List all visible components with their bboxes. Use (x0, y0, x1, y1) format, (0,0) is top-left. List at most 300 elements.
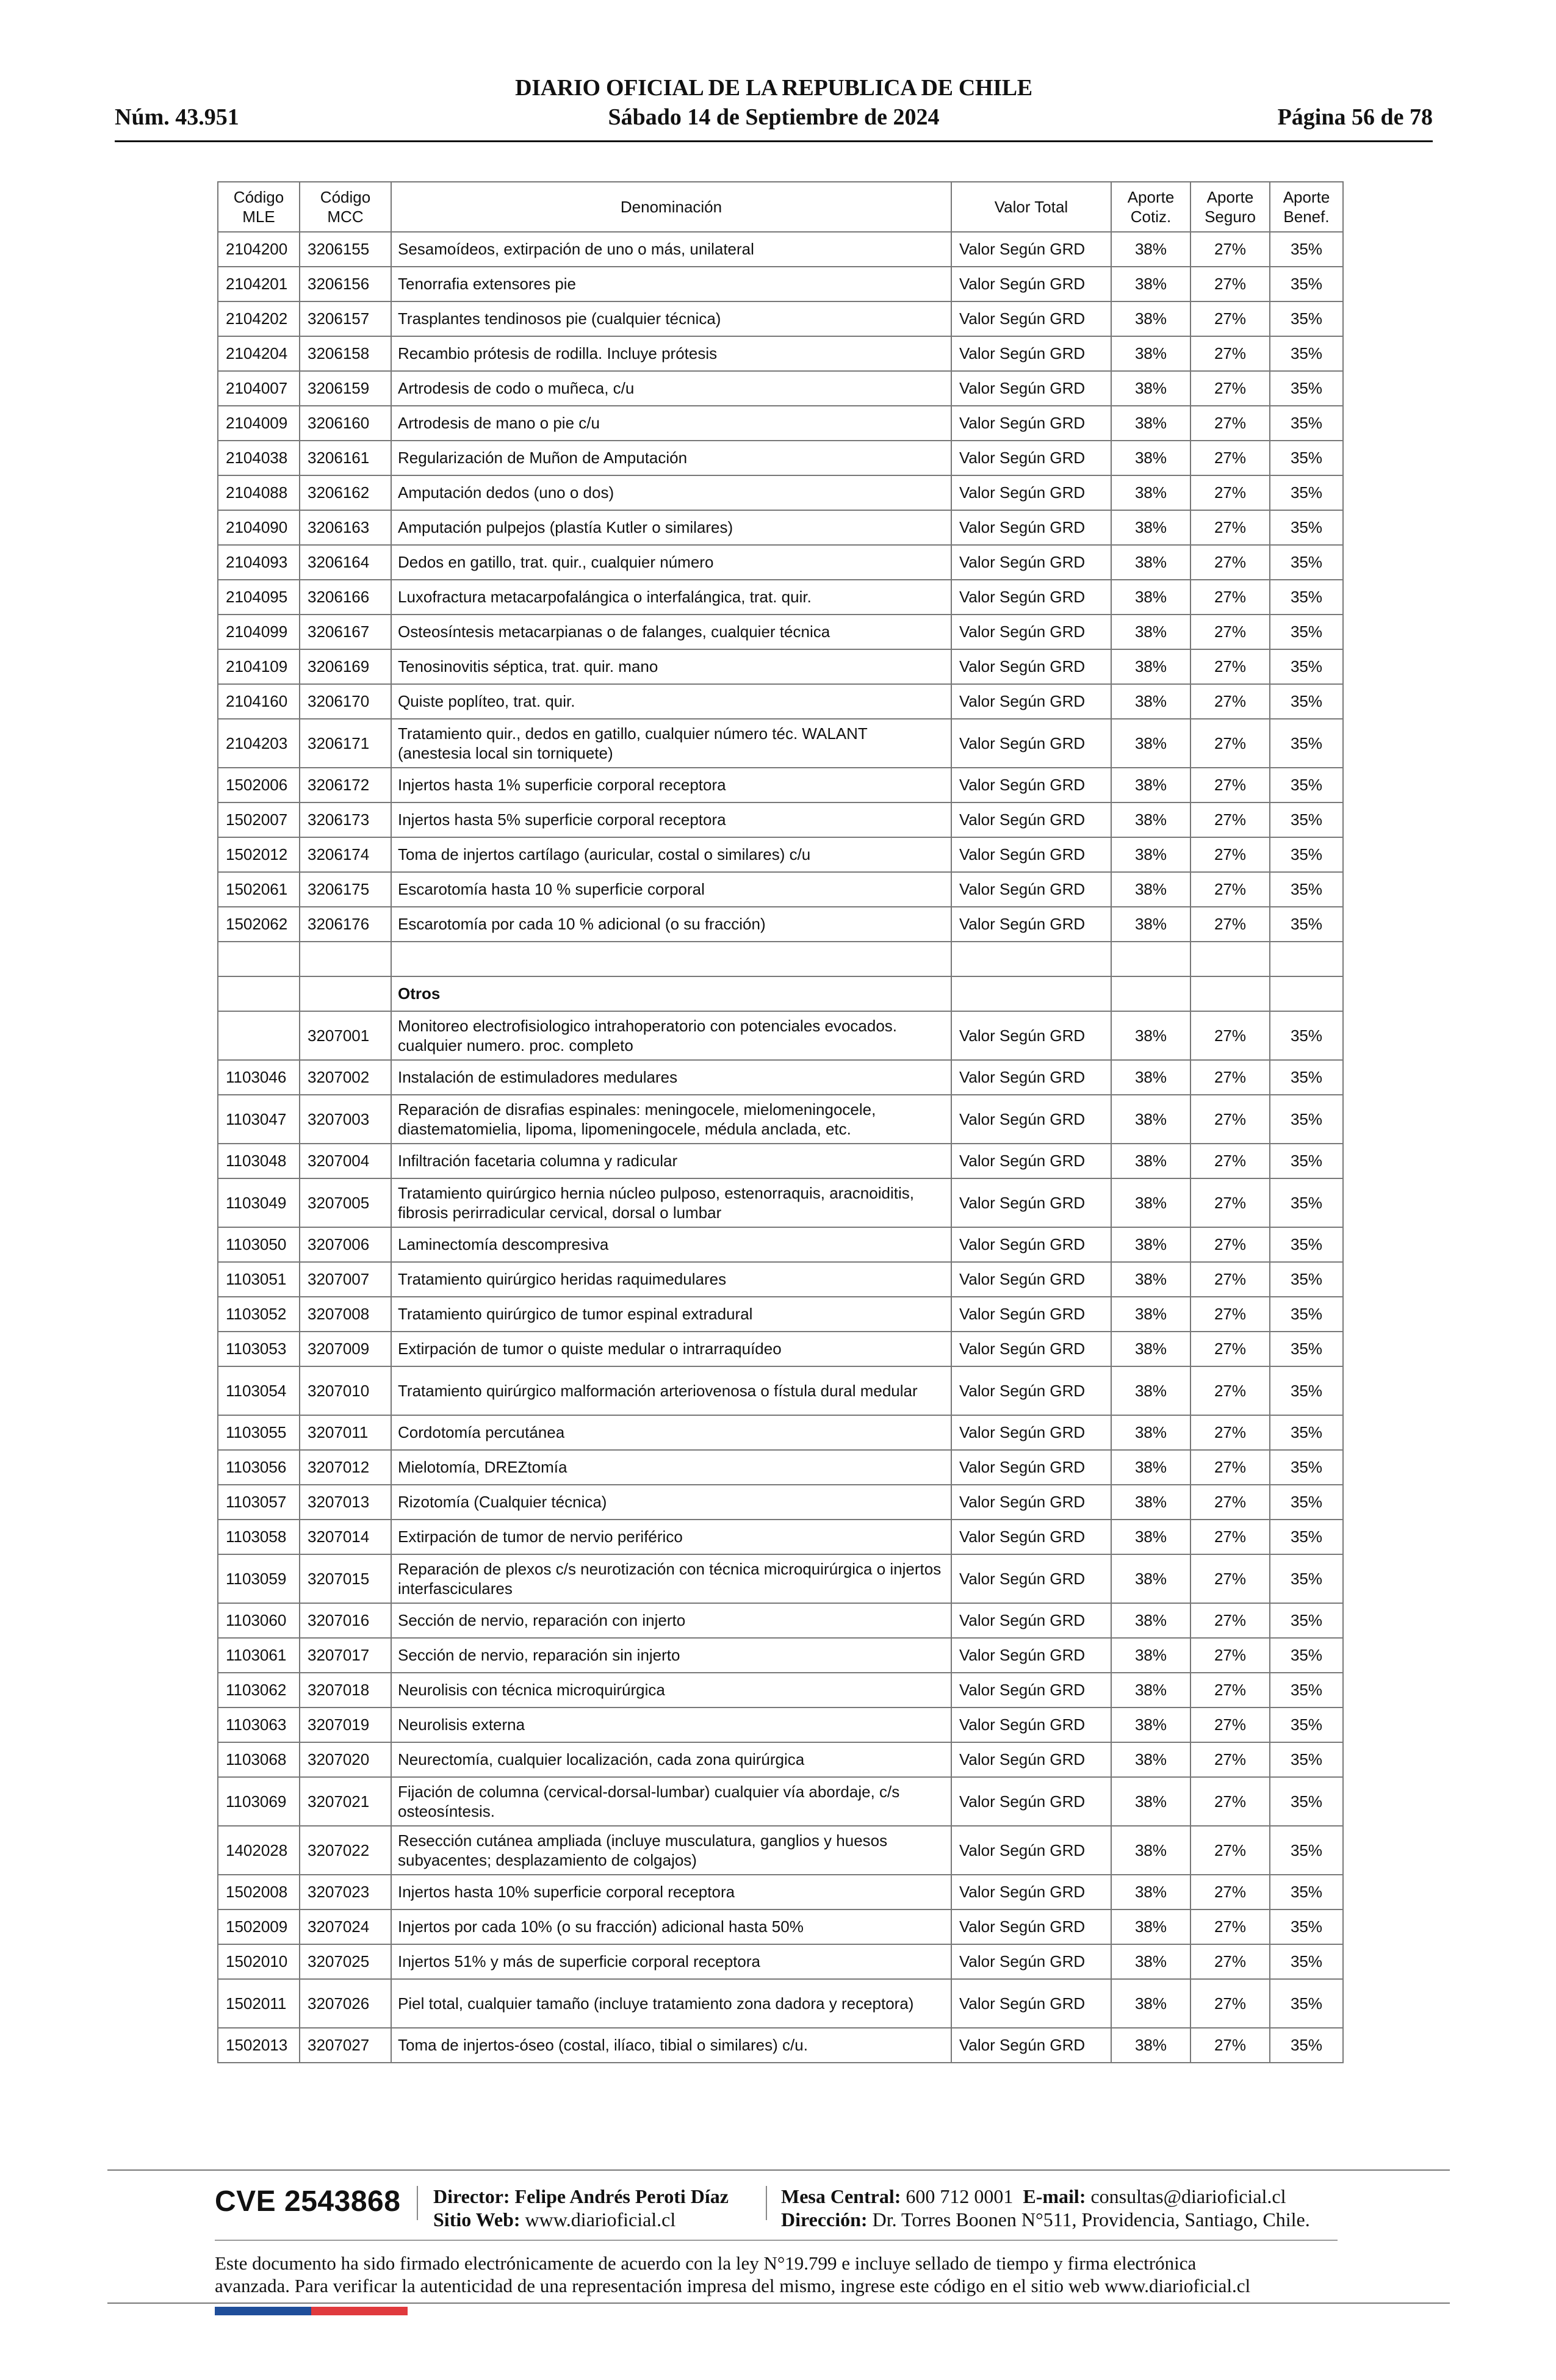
cell-denominacion: Escarotomía hasta 10 % superficie corporal (391, 872, 951, 907)
cell-denominacion: Injertos hasta 1% superficie corporal receptora (391, 768, 951, 802)
cell-aporte-benef: 35% (1270, 1638, 1343, 1673)
newspaper-title: DIARIO OFICIAL DE LA REPUBLICA DE CHILE (515, 75, 1032, 101)
cell-codigo-mle: 1103068 (218, 1742, 300, 1777)
cell-aporte-cotiz: 38% (1111, 1485, 1190, 1520)
cell-aporte-cotiz: 38% (1111, 649, 1190, 684)
cell-denominacion: Reparación de plexos c/s neurotización con técnica microquirúrgica o injertos interfasciculares (391, 1554, 951, 1603)
table-row (218, 1332, 1343, 1366)
table-row (218, 1826, 1343, 1875)
table-row (218, 1262, 1343, 1297)
table-row (218, 2028, 1343, 2063)
cell-aporte-benef: 35% (1270, 1520, 1343, 1554)
cell-denominacion: Sesamoídeos, extirpación de uno o más, unilateral (391, 232, 951, 267)
cell-codigo-mle: 1502010 (218, 1944, 300, 1979)
cell-denominacion: Neurectomía, cualquier localización, cada zona quirúrgica (391, 1742, 951, 1777)
cell-codigo-mle: 2104202 (218, 301, 300, 336)
cell-codigo-mle: 2104090 (218, 510, 300, 545)
cell-aporte-benef: 35% (1270, 1554, 1343, 1603)
cell-aporte-benef: 35% (1270, 371, 1343, 406)
cell-valor-total: Valor Según GRD (951, 907, 1111, 942)
cell-codigo-mcc: 3206166 (300, 580, 391, 615)
cell-codigo-mcc: 3207004 (300, 1144, 391, 1178)
cell-codigo-mle: 2104007 (218, 371, 300, 406)
cell-aporte-seguro: 27% (1190, 615, 1270, 649)
cell-denominacion: Injertos por cada 10% (o su fracción) adicional hasta 50% (391, 1909, 951, 1944)
cell-aporte-benef: 35% (1270, 1178, 1343, 1227)
cell-valor-total: Valor Según GRD (951, 649, 1111, 684)
cell-valor-total: Valor Según GRD (951, 475, 1111, 510)
table-header-row (218, 182, 1343, 232)
cell-valor-total: Valor Según GRD (951, 1554, 1111, 1603)
cell-denominacion: Resección cutánea ampliada (incluye musculatura, ganglios y huesos subyacentes; desplazamiento de colgajos) (391, 1826, 951, 1875)
cell-aporte-benef: 35% (1270, 1826, 1343, 1875)
cell-denominacion: Fijación de columna (cervical-dorsal-lumbar) cualquier vía abordaje, c/s osteosíntesis. (391, 1777, 951, 1826)
cell-valor-total: Valor Según GRD (951, 441, 1111, 475)
cell-aporte-seguro: 27% (1190, 684, 1270, 719)
cell-aporte-benef: 35% (1270, 1603, 1343, 1638)
cell-codigo-mcc (300, 976, 391, 1011)
cell-aporte-seguro: 27% (1190, 1415, 1270, 1450)
cell-aporte-seguro: 27% (1190, 1909, 1270, 1944)
cell-aporte-benef: 35% (1270, 1060, 1343, 1095)
cell-aporte-seguro: 27% (1190, 1366, 1270, 1415)
col-header-benef: Aporte Benef. (1270, 182, 1343, 232)
cell-aporte-cotiz: 38% (1111, 1450, 1190, 1485)
cell-denominacion: Toma de injertos cartílago (auricular, costal o similares) c/u (391, 837, 951, 872)
cell-aporte-benef: 35% (1270, 649, 1343, 684)
col-header-name: Denominación (391, 182, 951, 232)
cell-valor-total: Valor Según GRD (951, 336, 1111, 371)
legal-line-2: avanzada. Para verificar la autenticidad de una representación impresa del mismo, ingrese este código en el sitio web www.diarioficial.cl (215, 2275, 1251, 2296)
cell-aporte-benef: 35% (1270, 301, 1343, 336)
cell-codigo-mcc: 3206156 (300, 267, 391, 301)
cell-valor-total: Valor Según GRD (951, 1060, 1111, 1095)
cell-aporte-cotiz: 38% (1111, 802, 1190, 837)
cell-codigo-mcc: 3206176 (300, 907, 391, 942)
cell-valor-total: Valor Según GRD (951, 267, 1111, 301)
cell-aporte-benef: 35% (1270, 1297, 1343, 1332)
cell-aporte-seguro: 27% (1190, 768, 1270, 802)
cell-aporte-benef: 35% (1270, 406, 1343, 441)
cell-aporte-seguro: 27% (1190, 837, 1270, 872)
cell-codigo-mcc: 3207020 (300, 1742, 391, 1777)
site-link[interactable]: www.diarioficial.cl (525, 2209, 676, 2230)
cell-aporte-cotiz: 38% (1111, 1673, 1190, 1707)
cell-valor-total: Valor Según GRD (951, 1875, 1111, 1909)
footer-director-block (433, 2185, 729, 2231)
table-row (218, 510, 1343, 545)
cell-valor-total: Valor Según GRD (951, 615, 1111, 649)
cell-codigo-mcc: 3207027 (300, 2028, 391, 2063)
cell-denominacion: Sección de nervio, reparación con injerto (391, 1603, 951, 1638)
table-row (218, 1297, 1343, 1332)
cell-codigo-mle: 1103051 (218, 1262, 300, 1297)
cell-aporte-seguro: 27% (1190, 1979, 1270, 2028)
cell-aporte-benef: 35% (1270, 1366, 1343, 1415)
table-row (218, 1909, 1343, 1944)
cell-valor-total: Valor Según GRD (951, 2028, 1111, 2063)
table-row (218, 649, 1343, 684)
cell-codigo-mcc: 3207015 (300, 1554, 391, 1603)
legal-line-1: Este documento ha sido firmado electrónicamente de acuerdo con la ley N°19.799 e incluye sellado de tiempo y firma electrónica (215, 2252, 1197, 2274)
cell-aporte-cotiz: 38% (1111, 1144, 1190, 1178)
cell-aporte-seguro: 27% (1190, 649, 1270, 684)
table-row (218, 1603, 1343, 1638)
cell-codigo-mcc: 3207024 (300, 1909, 391, 1944)
cell-codigo-mcc: 3206155 (300, 232, 391, 267)
cell-denominacion: Instalación de estimuladores medulares (391, 1060, 951, 1095)
cell-aporte-cotiz: 38% (1111, 768, 1190, 802)
cell-valor-total: Valor Según GRD (951, 580, 1111, 615)
cell-aporte-seguro: 27% (1190, 719, 1270, 768)
cell-denominacion: Tenosinovitis séptica, trat. quir. mano (391, 649, 951, 684)
cell-codigo-mcc: 3207022 (300, 1826, 391, 1875)
cell-aporte-benef: 35% (1270, 1742, 1343, 1777)
cell-codigo-mle: 1103046 (218, 1060, 300, 1095)
table-row (218, 1060, 1343, 1095)
cell-codigo-mle: 2104009 (218, 406, 300, 441)
cell-aporte-benef: 35% (1270, 232, 1343, 267)
cell-codigo-mcc: 3207013 (300, 1485, 391, 1520)
cell-aporte-benef: 35% (1270, 545, 1343, 580)
cell-aporte-seguro: 27% (1190, 1262, 1270, 1297)
footer-rule-bottom (107, 2302, 1450, 2304)
cell-codigo-mcc: 3206173 (300, 802, 391, 837)
cell-valor-total: Valor Según GRD (951, 768, 1111, 802)
cell-aporte-cotiz: 38% (1111, 510, 1190, 545)
table-row (218, 1944, 1343, 1979)
table-row (218, 301, 1343, 336)
cell-aporte-seguro: 27% (1190, 1944, 1270, 1979)
phone-label: Mesa Central: (781, 2185, 901, 2207)
table-category-row (218, 976, 1343, 1011)
cell-aporte-cotiz: 38% (1111, 1944, 1190, 1979)
cell-denominacion: Reparación de disrafias espinales: meningocele, mielomeningocele, diastematomielia, lipoma, lipomeningocele, médula anclada, etc. (391, 1095, 951, 1144)
table-row (218, 1095, 1343, 1144)
cell-codigo-mle: 1502009 (218, 1909, 300, 1944)
cell-aporte-seguro: 27% (1190, 267, 1270, 301)
cell-valor-total: Valor Según GRD (951, 1520, 1111, 1554)
cell-aporte-seguro: 27% (1190, 1095, 1270, 1144)
cell-denominacion: Piel total, cualquier tamaño (incluye tratamiento zona dadora y receptora) (391, 1979, 951, 2028)
cell-valor-total: Valor Según GRD (951, 1227, 1111, 1262)
cell-denominacion: Rizotomía (Cualquier técnica) (391, 1485, 951, 1520)
cell-aporte-seguro: 27% (1190, 1638, 1270, 1673)
cell-codigo-mcc: 3206163 (300, 510, 391, 545)
cell-denominacion: Tratamiento quirúrgico heridas raquimedulares (391, 1262, 951, 1297)
col-header-seguro: Aporte Seguro (1190, 182, 1270, 232)
cell-aporte-seguro: 27% (1190, 1673, 1270, 1707)
cell-valor-total: Valor Según GRD (951, 1979, 1111, 2028)
table-row (218, 580, 1343, 615)
table-row (218, 1144, 1343, 1178)
cell-valor-total: Valor Según GRD (951, 1909, 1111, 1944)
cell-valor-total: Valor Según GRD (951, 1178, 1111, 1227)
cell-codigo-mle: 1103063 (218, 1707, 300, 1742)
cell-denominacion: Tratamiento quirúrgico malformación arteriovenosa o fístula dural medular (391, 1366, 951, 1415)
cell-codigo-mcc: 3207016 (300, 1603, 391, 1638)
phone-value: 600 712 0001 (906, 2185, 1014, 2207)
cell-codigo-mle: 2104201 (218, 267, 300, 301)
cell-denominacion: Toma de injertos-óseo (costal, ilíaco, tibial o similares) c/u. (391, 2028, 951, 2063)
cell-aporte-seguro: 27% (1190, 1777, 1270, 1826)
footer-rule-top (107, 2169, 1450, 2171)
cell-aporte-benef (1270, 976, 1343, 1011)
cell-aporte-cotiz: 38% (1111, 1178, 1190, 1227)
table-row (218, 1415, 1343, 1450)
procedures-table (217, 181, 1344, 2063)
cell-codigo-mcc: 3206158 (300, 336, 391, 371)
cell-valor-total: Valor Según GRD (951, 301, 1111, 336)
cell-aporte-seguro: 27% (1190, 1742, 1270, 1777)
table-row (218, 406, 1343, 441)
cell-codigo-mcc: 3207009 (300, 1332, 391, 1366)
email-link[interactable]: consultas@diarioficial.cl (1090, 2185, 1286, 2207)
cell-aporte-cotiz: 38% (1111, 580, 1190, 615)
cell-denominacion: Neurolisis externa (391, 1707, 951, 1742)
page-header (115, 74, 1433, 142)
cell-codigo-mcc: 3206161 (300, 441, 391, 475)
table-row (218, 371, 1343, 406)
cell-denominacion: Osteosíntesis metacarpianas o de falanges, cualquier técnica (391, 615, 951, 649)
cell-aporte-benef: 35% (1270, 2028, 1343, 2063)
cell-aporte-seguro: 27% (1190, 1011, 1270, 1060)
cell-codigo-mcc: 3207026 (300, 1979, 391, 2028)
cell-codigo-mcc: 3207018 (300, 1673, 391, 1707)
cell-codigo-mcc: 3207005 (300, 1178, 391, 1227)
cell-codigo-mcc: 3206171 (300, 719, 391, 768)
cell-codigo-mcc: 3207010 (300, 1366, 391, 1415)
cell-aporte-cotiz: 38% (1111, 1227, 1190, 1262)
cell-aporte-benef: 35% (1270, 907, 1343, 942)
cell-aporte-seguro: 27% (1190, 545, 1270, 580)
table-row (218, 545, 1343, 580)
cell-valor-total: Valor Según GRD (951, 1144, 1111, 1178)
cell-valor-total (951, 942, 1111, 976)
cell-denominacion: Cordotomía percutánea (391, 1415, 951, 1450)
cell-valor-total: Valor Según GRD (951, 684, 1111, 719)
table-row (218, 1485, 1343, 1520)
cell-aporte-seguro: 27% (1190, 1144, 1270, 1178)
cell-denominacion: Extirpación de tumor de nervio periférico (391, 1520, 951, 1554)
address-label: Dirección: (781, 2209, 868, 2230)
cell-aporte-cotiz: 38% (1111, 545, 1190, 580)
cell-denominacion: Quiste poplíteo, trat. quir. (391, 684, 951, 719)
cell-aporte-cotiz: 38% (1111, 1095, 1190, 1144)
cell-denominacion: Tratamiento quirúrgico de tumor espinal extradural (391, 1297, 951, 1332)
cell-aporte-cotiz: 38% (1111, 267, 1190, 301)
cell-aporte-benef: 35% (1270, 1673, 1343, 1707)
cell-codigo-mle: 1502011 (218, 1979, 300, 2028)
cell-denominacion: Otros (391, 976, 951, 1011)
flag-stripe-blue (215, 2307, 311, 2315)
cell-denominacion: Tratamiento quirúrgico hernia núcleo pulposo, estenorraquis, aracnoiditis, fibrosis perirradicular cervical, dorsal o lumbar (391, 1178, 951, 1227)
cell-aporte-benef: 35% (1270, 475, 1343, 510)
cell-aporte-benef: 35% (1270, 768, 1343, 802)
cell-aporte-seguro: 27% (1190, 1826, 1270, 1875)
cell-aporte-cotiz: 38% (1111, 1415, 1190, 1450)
table-row (218, 1554, 1343, 1603)
cell-aporte-seguro: 27% (1190, 1485, 1270, 1520)
table-row (218, 872, 1343, 907)
cell-aporte-seguro: 27% (1190, 1178, 1270, 1227)
cell-aporte-cotiz: 38% (1111, 1332, 1190, 1366)
table-row (218, 615, 1343, 649)
cell-aporte-seguro: 27% (1190, 1707, 1270, 1742)
cell-valor-total: Valor Según GRD (951, 1603, 1111, 1638)
site-label: Sitio Web: (433, 2209, 520, 2230)
cell-aporte-benef: 35% (1270, 1144, 1343, 1178)
cell-aporte-cotiz: 38% (1111, 475, 1190, 510)
table-row (218, 267, 1343, 301)
cell-denominacion: Artrodesis de mano o pie c/u (391, 406, 951, 441)
cell-valor-total: Valor Según GRD (951, 1262, 1111, 1297)
cell-codigo-mcc: 3206169 (300, 649, 391, 684)
cell-codigo-mcc: 3207025 (300, 1944, 391, 1979)
col-header-cotiz: Aporte Cotiz. (1111, 182, 1190, 232)
cell-aporte-cotiz: 38% (1111, 2028, 1190, 2063)
cell-codigo-mcc: 3207011 (300, 1415, 391, 1450)
cell-aporte-seguro: 27% (1190, 2028, 1270, 2063)
table-row (218, 1875, 1343, 1909)
table-row (218, 907, 1343, 942)
cell-denominacion: Luxofractura metacarpofalángica o interfalángica, trat. quir. (391, 580, 951, 615)
cell-aporte-cotiz: 38% (1111, 1297, 1190, 1332)
cell-aporte-cotiz: 38% (1111, 1638, 1190, 1673)
cell-aporte-benef: 35% (1270, 1227, 1343, 1262)
cell-codigo-mle: 2104204 (218, 336, 300, 371)
cell-aporte-seguro: 27% (1190, 802, 1270, 837)
cell-codigo-mle: 1502008 (218, 1875, 300, 1909)
cell-valor-total: Valor Según GRD (951, 1638, 1111, 1673)
cell-codigo-mle: 2104095 (218, 580, 300, 615)
table-row (218, 1777, 1343, 1826)
director-label: Director: (433, 2185, 510, 2207)
cell-valor-total: Valor Según GRD (951, 719, 1111, 768)
cell-codigo-mcc: 3206167 (300, 615, 391, 649)
cell-aporte-seguro: 27% (1190, 872, 1270, 907)
table-row (218, 1450, 1343, 1485)
director-name: Felipe Andrés Peroti Díaz (514, 2185, 729, 2207)
cell-aporte-cotiz (1111, 976, 1190, 1011)
cell-valor-total: Valor Según GRD (951, 872, 1111, 907)
table-row (218, 1638, 1343, 1673)
cell-valor-total: Valor Según GRD (951, 1777, 1111, 1826)
cell-aporte-cotiz: 38% (1111, 1520, 1190, 1554)
address-value: Dr. Torres Boonen N°511, Providencia, Santiago, Chile. (872, 2209, 1310, 2230)
cell-codigo-mle: 1502061 (218, 872, 300, 907)
footer-separator (417, 2186, 418, 2220)
cell-aporte-seguro (1190, 942, 1270, 976)
cell-denominacion: Sección de nervio, reparación sin injerto (391, 1638, 951, 1673)
cell-codigo-mcc: 3206157 (300, 301, 391, 336)
cell-valor-total: Valor Según GRD (951, 1366, 1111, 1415)
cell-aporte-cotiz: 38% (1111, 1979, 1190, 2028)
cell-codigo-mle: 1103048 (218, 1144, 300, 1178)
cell-aporte-benef: 35% (1270, 510, 1343, 545)
cell-valor-total: Valor Según GRD (951, 545, 1111, 580)
cell-aporte-seguro: 27% (1190, 1603, 1270, 1638)
cell-codigo-mle: 1103053 (218, 1332, 300, 1366)
cell-aporte-benef: 35% (1270, 1485, 1343, 1520)
table-row (218, 1520, 1343, 1554)
cell-valor-total (951, 976, 1111, 1011)
cell-denominacion: Recambio prótesis de rodilla. Incluye prótesis (391, 336, 951, 371)
cell-denominacion: Amputación pulpejos (plastía Kutler o similares) (391, 510, 951, 545)
cell-denominacion: Neurolisis con técnica microquirúrgica (391, 1673, 951, 1707)
cell-valor-total: Valor Según GRD (951, 510, 1111, 545)
cell-denominacion: Amputación dedos (uno o dos) (391, 475, 951, 510)
cell-codigo-mcc: 3207006 (300, 1227, 391, 1262)
cell-codigo-mcc: 3207003 (300, 1095, 391, 1144)
cell-aporte-seguro: 27% (1190, 510, 1270, 545)
cell-aporte-benef: 35% (1270, 837, 1343, 872)
cell-aporte-cotiz: 38% (1111, 1909, 1190, 1944)
cell-denominacion: Injertos hasta 10% superficie corporal receptora (391, 1875, 951, 1909)
table-row (218, 1178, 1343, 1227)
col-header-mcc: Código MCC (300, 182, 391, 232)
cell-codigo-mcc: 3206164 (300, 545, 391, 580)
issue-number: Núm. 43.951 (115, 104, 239, 130)
table-row (218, 684, 1343, 719)
cell-codigo-mle: 1502007 (218, 802, 300, 837)
cell-aporte-cotiz: 38% (1111, 371, 1190, 406)
cell-aporte-cotiz: 38% (1111, 301, 1190, 336)
cell-codigo-mle: 1103059 (218, 1554, 300, 1603)
cell-codigo-mle (218, 942, 300, 976)
cell-denominacion: Infiltración facetaria columna y radicular (391, 1144, 951, 1178)
cell-denominacion: Escarotomía por cada 10 % adicional (o su fracción) (391, 907, 951, 942)
cell-codigo-mcc: 3206162 (300, 475, 391, 510)
cell-codigo-mle: 2104203 (218, 719, 300, 768)
cell-aporte-cotiz: 38% (1111, 684, 1190, 719)
cell-aporte-cotiz: 38% (1111, 1875, 1190, 1909)
cell-aporte-cotiz: 38% (1111, 1777, 1190, 1826)
table-row (218, 1979, 1343, 2028)
table-row (218, 1707, 1343, 1742)
cell-codigo-mle: 1502012 (218, 837, 300, 872)
legal-notice (215, 2252, 1350, 2297)
cell-aporte-cotiz: 38% (1111, 441, 1190, 475)
cell-codigo-mle: 1103049 (218, 1178, 300, 1227)
cell-codigo-mle: 1103057 (218, 1485, 300, 1520)
cell-aporte-seguro: 27% (1190, 1450, 1270, 1485)
cell-aporte-benef: 35% (1270, 1011, 1343, 1060)
cell-aporte-seguro: 27% (1190, 1520, 1270, 1554)
cell-aporte-cotiz: 38% (1111, 1060, 1190, 1095)
cell-codigo-mle: 2104099 (218, 615, 300, 649)
cell-aporte-cotiz: 38% (1111, 872, 1190, 907)
cell-codigo-mle: 1502006 (218, 768, 300, 802)
cell-codigo-mle: 2104200 (218, 232, 300, 267)
cell-aporte-cotiz: 38% (1111, 615, 1190, 649)
cell-codigo-mcc: 3206175 (300, 872, 391, 907)
cell-aporte-benef: 35% (1270, 1415, 1343, 1450)
table-row (218, 802, 1343, 837)
cell-valor-total: Valor Según GRD (951, 1742, 1111, 1777)
cell-aporte-cotiz: 38% (1111, 719, 1190, 768)
cell-valor-total: Valor Según GRD (951, 1011, 1111, 1060)
footer-rule-mid (215, 2240, 1338, 2241)
cell-codigo-mle: 1103069 (218, 1777, 300, 1826)
cell-codigo-mcc: 3207014 (300, 1520, 391, 1554)
cell-aporte-seguro: 27% (1190, 1875, 1270, 1909)
issue-date: Sábado 14 de Septiembre de 2024 (608, 104, 940, 130)
cell-codigo-mle: 1103062 (218, 1673, 300, 1707)
cell-denominacion (391, 942, 951, 976)
table-row (218, 1011, 1343, 1060)
cell-aporte-cotiz: 38% (1111, 1366, 1190, 1415)
